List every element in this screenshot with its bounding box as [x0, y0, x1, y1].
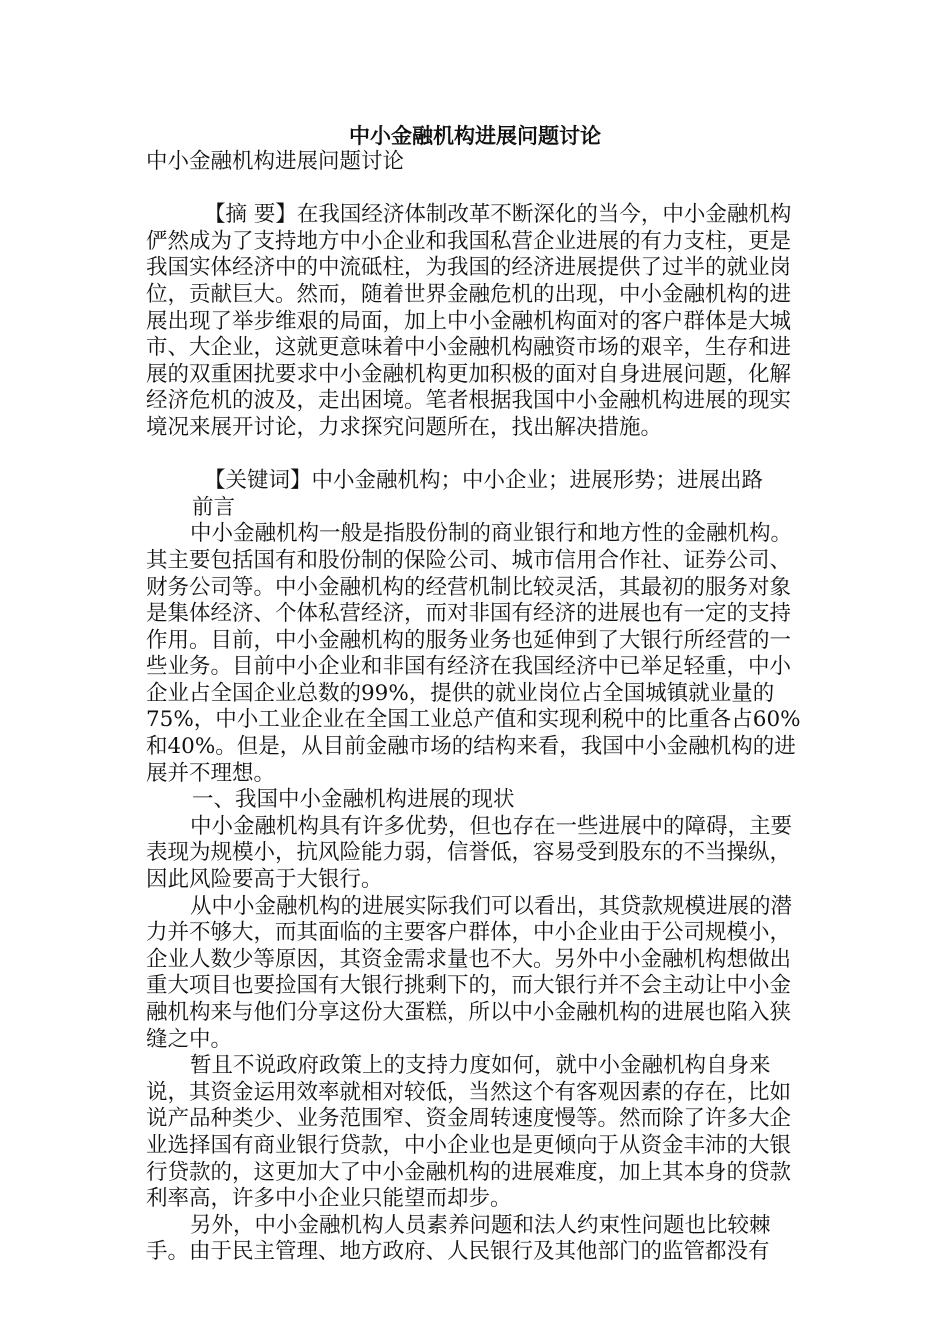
body-paragraph: 从中小金融机构的进展实际我们可以看出，其贷款规模进展的潜力并不够大，而其面临的主要客户群体，中小企业由于公司规模小，企业人数少等原因，其资金需求量也不大。另外中小金融机构想做出重大项目也要捡国有大银行挑剩下的，而大银行并不会主动让中小金融机构来与他们分享这份大蛋糕，所以中小金融机构的进展也陷入狭缝之中。 [146, 893, 793, 1052]
keywords-paragraph: 【关键词】中小金融机构；中小企业；进展形势；进展出路 [204, 468, 764, 494]
document-title: 中小金融机构进展问题讨论 [349, 123, 601, 148]
document-subtitle: 中小金融机构进展问题讨论 [146, 149, 405, 174]
body-paragraph: 另外，中小金融机构人员素养问题和法人约束性问题也比较棘手。由于民主管理、地方政府、人民银行及其他部门的监管都没有 [146, 1212, 771, 1265]
spacer [146, 176, 812, 203]
section-heading: 一、我国中小金融机构进展的现状 [192, 787, 515, 813]
body-paragraph: 中小金融机构具有许多优势，但也存在一些进展中的障碍，主要表现为规模小，抗风险能力弱，信誉低，容易受到股东的不当操纵，因此风险要高于大银行。 [146, 813, 793, 893]
preface-paragraph: 中小金融机构一般是指股份制的商业银行和地方性的金融机构。其主要包括国有和股份制的保险公司、城市信用合作社、证券公司、财务公司等。中小金融机构的经营机制比较灵活，其最初的服务对象是集体经济、个体私营经济，而对非国有经济的进展也有一定的支持作用。目前，中小金融机构的服务业务也延伸到了大银行所经营的一些业务。目前中小企业和非国有经济在我国经济中已举足轻重，中小企业占全国企业总数的99%，提供的就业岗位占全国城镇就业量的75%，中小工业企业在全国工业总产值和实现利税中的比重各占60%和40%。但是，从目前金融市场的结构来看，我国中小金融机构的进展并不理想。 [146, 521, 801, 786]
body-paragraph: 暂且不说政府政策上的支持力度如何，就中小金融机构自身来说，其资金运用效率就相对较低，当然这个有客观因素的存在，比如说产品种类少、业务范围窄、资金周转速度慢等。然而除了许多大企业选择国有商业银行贷款，中小企业也是更倾向于从资金丰沛的大银行贷款的，这更加大了中小金融机构的进展难度，加上其本身的贷款利率高，许多中小企业只能望而却步。 [146, 1053, 792, 1212]
spacer [146, 442, 812, 469]
document-body [146, 149, 812, 1266]
abstract-paragraph: 【摘 要】在我国经济体制改革不断深化的当今，中小金融机构俨然成为了支持地方中小企业和我国私营企业进展的有力支柱，更是我国实体经济中的中流砥柱，为我国的经济进展提供了过半的就业岗位，贡献巨大。然而，随着世界金融危机的出现，中小金融机构的进展出现了举步维艰的局面，加上中小金融机构面对的客户群体是大城市、大企业，这就更意味着中小金融机构融资市场的艰辛，生存和进展的双重困扰要求中小金融机构更加积极的面对自身进展问题，化解经济危机的波及，走出困境。笔者根据我国中小金融机构进展的现实境况来展开讨论，力求探究问题所在，找出解决措施。 [146, 202, 792, 440]
preface-heading: 前言 [192, 494, 236, 520]
